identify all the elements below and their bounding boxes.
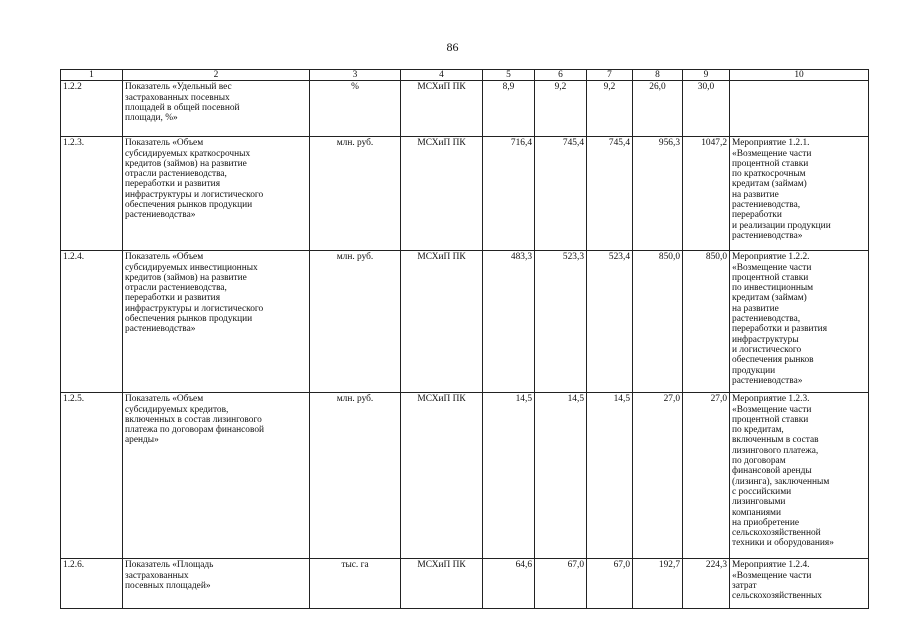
header-cell: 3 (310, 70, 401, 81)
value-col-5: 716,4 (483, 137, 535, 251)
indicator-name: Показатель «Объем субсидируемых краткосрочных кредитов (займов) на развитие отрасли растениеводства, переработки и развития инфраструктуры и логистического обеспечения рынков продукции растениеводства» (123, 137, 310, 251)
measure: Мероприятие 1.2.3. «Возмещение части процентной ставки по кредитам, включенным в состав лизингового платежа, по договорам финансовой аренды (лизинга), заключенным с российскими лизинговыми компаниями на приобретение сельскохозяйственной техники и оборудования» (730, 393, 869, 559)
row-code: 1.2.6. (61, 559, 123, 609)
unit: тыс. га (310, 559, 401, 609)
row-code: 1.2.3. (61, 137, 123, 251)
value-col-8: 192,7 (633, 559, 683, 609)
header-cell: 2 (123, 70, 310, 81)
value-col-6: 14,5 (535, 393, 587, 559)
header-cell: 10 (730, 70, 869, 81)
value-col-7: 9,2 (587, 81, 633, 137)
executor: МСХиП ПК (401, 251, 483, 393)
value-col-6: 9,2 (535, 81, 587, 137)
executor: МСХиП ПК (401, 559, 483, 609)
unit: млн. руб. (310, 251, 401, 393)
value-col-8: 26,0 (633, 81, 683, 137)
table-header-row (61, 70, 869, 81)
value-col-9: 224,3 (683, 559, 730, 609)
value-col-7: 523,4 (587, 251, 633, 393)
value-col-6: 745,4 (535, 137, 587, 251)
row-code: 1.2.2 (61, 81, 123, 137)
value-col-7: 67,0 (587, 559, 633, 609)
header-cell: 6 (535, 70, 587, 81)
measure (730, 81, 869, 137)
unit: млн. руб. (310, 393, 401, 559)
indicator-name: Показатель «Объем субсидируемых кредитов, включенных в состав лизингового платежа по договорам финансовой аренды» (123, 393, 310, 559)
value-col-8: 850,0 (633, 251, 683, 393)
value-col-5: 483,3 (483, 251, 535, 393)
indicator-name: Показатель «Объем субсидируемых инвестиционных кредитов (займов) на развитие отрасли растениеводства, переработки и развития инфраструктуры и логистического обеспечения рынков продукции растениеводства» (123, 251, 310, 393)
measure: Мероприятие 1.2.2. «Возмещение части процентной ставки по инвестиционным кредитам (займам) на развитие растениеводства, переработки и развития инфраструктуры и логистического обеспечения рынков продукции растениеводства» (730, 251, 869, 393)
value-col-8: 956,3 (633, 137, 683, 251)
table-row (61, 81, 869, 137)
page-number: 86 (446, 40, 459, 54)
table-row (61, 559, 869, 609)
executor: МСХиП ПК (401, 393, 483, 559)
value-col-9: 30,0 (683, 81, 730, 137)
header-cell: 9 (683, 70, 730, 81)
executor: МСХиП ПК (401, 81, 483, 137)
indicators-table (60, 69, 869, 609)
indicator-name: Показатель «Удельный вес застрахованных посевных площадей в общей посевной площади, %» (123, 81, 310, 137)
value-col-6: 67,0 (535, 559, 587, 609)
indicator-name: Показатель «Площадь застрахованных посевных площадей» (123, 559, 310, 609)
table-row (61, 251, 869, 393)
value-col-9: 27,0 (683, 393, 730, 559)
unit: % (310, 81, 401, 137)
value-col-9: 1047,2 (683, 137, 730, 251)
row-code: 1.2.4. (61, 251, 123, 393)
table-row (61, 393, 869, 559)
value-col-8: 27,0 (633, 393, 683, 559)
header-cell: 8 (633, 70, 683, 81)
table-row (61, 137, 869, 251)
row-code: 1.2.5. (61, 393, 123, 559)
value-col-9: 850,0 (683, 251, 730, 393)
value-col-6: 523,3 (535, 251, 587, 393)
value-col-5: 8,9 (483, 81, 535, 137)
value-col-7: 745,4 (587, 137, 633, 251)
header-cell: 1 (61, 70, 123, 81)
executor: МСХиП ПК (401, 137, 483, 251)
measure: Мероприятие 1.2.1. «Возмещение части процентной ставки по краткосрочным кредитам (займам) на развитие растениеводства, переработки и реализации продукции растениеводства» (730, 137, 869, 251)
value-col-5: 64,6 (483, 559, 535, 609)
value-col-7: 14,5 (587, 393, 633, 559)
header-cell: 4 (401, 70, 483, 81)
header-cell: 5 (483, 70, 535, 81)
value-col-5: 14,5 (483, 393, 535, 559)
header-cell: 7 (587, 70, 633, 81)
measure: Мероприятие 1.2.4. «Возмещение части затрат сельскохозяйственных (730, 559, 869, 609)
unit: млн. руб. (310, 137, 401, 251)
